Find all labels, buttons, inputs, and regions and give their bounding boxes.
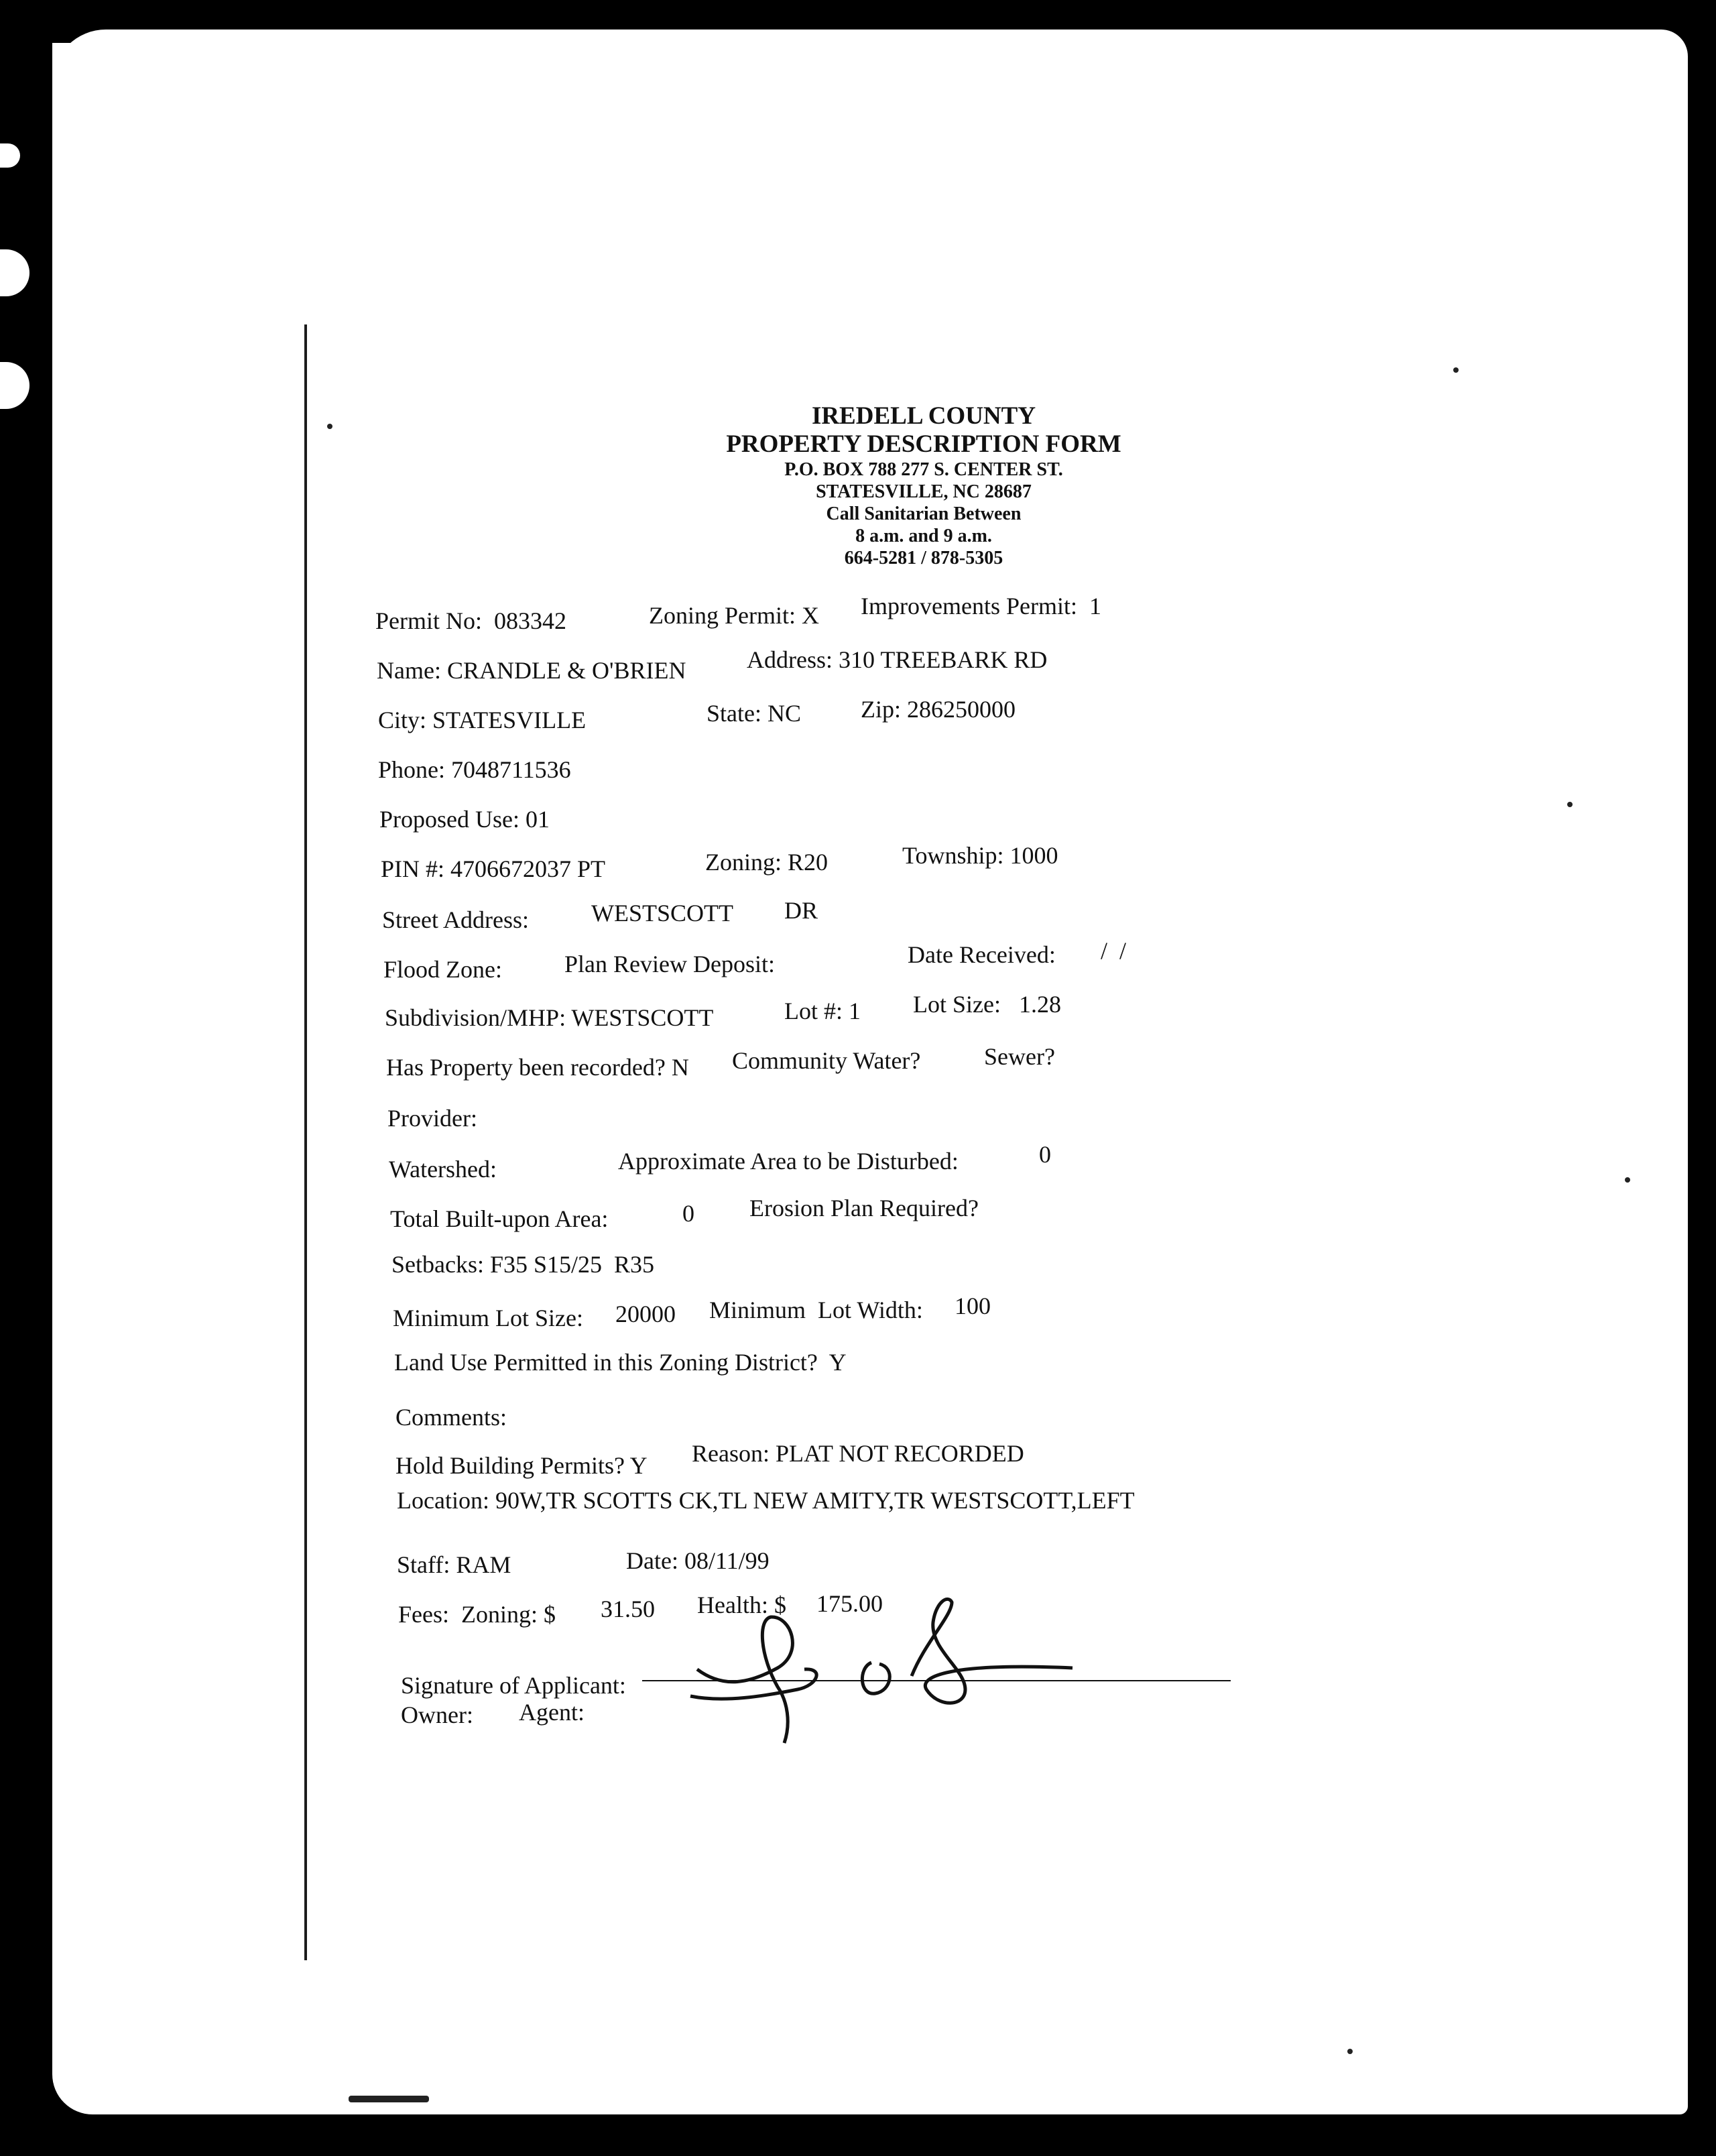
date-received-label: Date Received:	[908, 941, 1056, 968]
zoning-permit: Zoning Permit: X	[649, 602, 819, 629]
total-built-upon-value: 0	[682, 1200, 694, 1227]
city: City: STATESVILLE	[378, 707, 587, 733]
total-built-upon-label: Total Built-upon Area:	[390, 1205, 609, 1232]
signature-stroke	[690, 1669, 816, 1699]
signature-stroke	[912, 1599, 1072, 1703]
scan-artifact	[349, 2096, 429, 2102]
scan-speck	[1625, 1177, 1630, 1183]
fees-zoning-value: 31.50	[601, 1596, 655, 1622]
owner-label: Owner:	[401, 1701, 473, 1728]
fees-zoning-label: Fees: Zoning: $	[398, 1601, 556, 1628]
hold-reason: Reason: PLAT NOT RECORDED	[692, 1440, 1024, 1467]
zoning: Zoning: R20	[705, 849, 829, 876]
form-header	[656, 402, 1192, 569]
min-lot-size-label: Minimum Lot Size:	[393, 1305, 583, 1331]
flood-zone: Flood Zone:	[383, 956, 502, 983]
agent-label: Agent:	[519, 1699, 585, 1726]
property-recorded: Has Property been recorded? N	[386, 1054, 689, 1081]
improvements-permit: Improvements Permit: 1	[861, 593, 1101, 619]
applicant-address: Address: 310 TREEBARK RD	[747, 646, 1048, 673]
township: Township: 1000	[902, 842, 1058, 869]
signature-stroke	[862, 1663, 890, 1693]
po-box: P.O. BOX 788 277 S. CENTER ST.	[784, 459, 1063, 480]
punch-hole	[0, 143, 20, 168]
comments: Comments:	[395, 1404, 507, 1431]
phone-numbers: 664-5281 / 878-5305	[844, 548, 1003, 568]
erosion-plan: Erosion Plan Required?	[749, 1195, 979, 1221]
provider: Provider:	[387, 1105, 477, 1132]
approx-area-label: Approximate Area to be Disturbed:	[618, 1148, 959, 1175]
scan-artifact	[52, 43, 74, 83]
signature-stroke	[697, 1617, 792, 1743]
min-lot-size-value: 20000	[615, 1301, 676, 1327]
pin: PIN #: 4706672037 PT	[381, 855, 606, 882]
punch-hole	[0, 249, 29, 296]
applicant-name: Name: CRANDLE & O'BRIEN	[377, 657, 686, 684]
city-line: STATESVILLE, NC 28687	[816, 481, 1032, 502]
street-name: WESTSCOTT	[591, 900, 733, 926]
sewer: Sewer?	[984, 1043, 1055, 1070]
subdivision: Subdivision/MHP: WESTSCOTT	[385, 1004, 714, 1031]
county-title: IREDELL COUNTY	[811, 402, 1036, 430]
date: Date: 08/11/99	[626, 1547, 770, 1574]
state: State: NC	[707, 700, 801, 727]
proposed-use: Proposed Use: 01	[379, 806, 550, 833]
scan-speck	[1567, 802, 1573, 807]
street-suffix: DR	[784, 897, 818, 924]
handwritten-signature	[670, 1589, 1099, 1763]
lot-size: Lot Size: 1.28	[913, 991, 1061, 1018]
street-address-label: Street Address:	[382, 906, 529, 933]
form-title: PROPERTY DESCRIPTION FORM	[726, 430, 1121, 458]
setbacks: Setbacks: F35 S15/25 R35	[391, 1251, 655, 1278]
min-lot-width-label: Minimum Lot Width:	[709, 1297, 923, 1323]
lot-number: Lot #: 1	[784, 998, 861, 1024]
fees-health-label: Health: $	[697, 1592, 786, 1618]
watershed: Watershed:	[389, 1156, 497, 1183]
plan-review-deposit: Plan Review Deposit:	[564, 951, 775, 977]
community-water: Community Water?	[732, 1047, 921, 1074]
phone: Phone: 7048711536	[378, 756, 571, 783]
location: Location: 90W,TR SCOTTS CK,TL NEW AMITY,TR WESTSCOTT,LEFT	[397, 1487, 1135, 1514]
permit-no: Permit No: 083342	[375, 607, 566, 634]
call-hours: 8 a.m. and 9 a.m.	[855, 526, 992, 546]
scan-speck	[1347, 2049, 1353, 2054]
min-lot-width-value: 100	[955, 1293, 991, 1319]
approx-area-value: 0	[1039, 1141, 1051, 1168]
staff: Staff: RAM	[397, 1551, 511, 1578]
call-sanitarian: Call Sanitarian Between	[826, 503, 1022, 524]
punch-hole	[0, 362, 29, 409]
zip: Zip: 286250000	[861, 696, 1016, 723]
land-use-permitted: Land Use Permitted in this Zoning District? Y	[394, 1349, 847, 1376]
fees-health-value: 175.00	[816, 1590, 883, 1617]
scan-speck	[1453, 367, 1459, 373]
scan-speck	[327, 424, 332, 429]
date-received-value: / /	[1101, 937, 1127, 964]
hold-building-permits: Hold Building Permits? Y	[395, 1452, 648, 1479]
signature-label: Signature of Applicant:	[401, 1672, 626, 1699]
margin-line	[304, 324, 307, 1960]
